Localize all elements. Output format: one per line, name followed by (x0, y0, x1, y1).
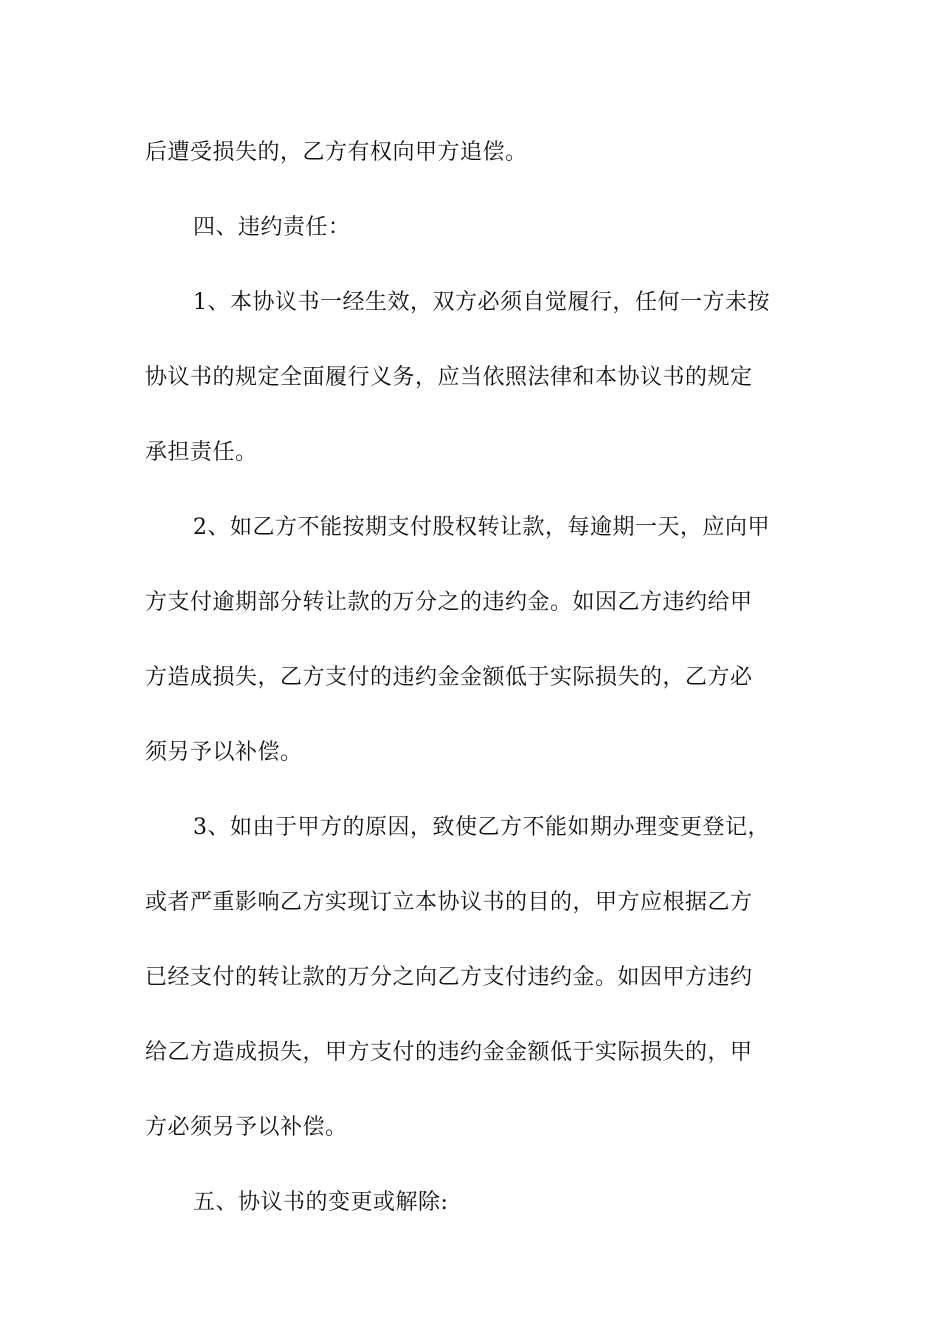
clause-1-line: 协议书的规定全面履行义务，应当依照法律和本协议书的规定 (145, 365, 753, 390)
clause-3-line: 3、如由于甲方的原因，致使乙方不能如期办理变更登记， (193, 815, 770, 840)
clause-3-line: 方必须另予以补偿。 (145, 1115, 348, 1140)
clause-2-line: 2、如乙方不能按期支付股权转让款，每逾期一天，应向甲 (193, 515, 770, 540)
clause-1-line: 1、本协议书一经生效，双方必须自觉履行，任何一方未按 (193, 290, 770, 315)
clause-1-line: 承担责任。 (145, 440, 258, 465)
clause-3-line: 或者严重影响乙方实现订立本协议书的目的，甲方应根据乙方 (145, 890, 753, 915)
clause-2-line: 方造成损失，乙方支付的违约金金额低于实际损失的，乙方必 (145, 665, 753, 690)
section-heading-breach-liability: 四、违约责任： (193, 215, 351, 240)
clause-2-line: 须另予以补偿。 (145, 740, 303, 765)
section-heading-amendment: 五、协议书的变更或解除: (193, 1190, 449, 1215)
clause-3-line: 给乙方造成损失，甲方支付的违约金金额低于实际损失的，甲 (145, 1040, 753, 1065)
clause-2-line: 方支付逾期部分转让款的万分之的违约金。如因乙方违约给甲 (145, 590, 753, 615)
clause-3-line: 已经支付的转让款的万分之向乙方支付违约金。如因甲方违约 (145, 965, 753, 990)
body-text-line: 后遭受损失的，乙方有权向甲方追偿。 (145, 140, 528, 165)
